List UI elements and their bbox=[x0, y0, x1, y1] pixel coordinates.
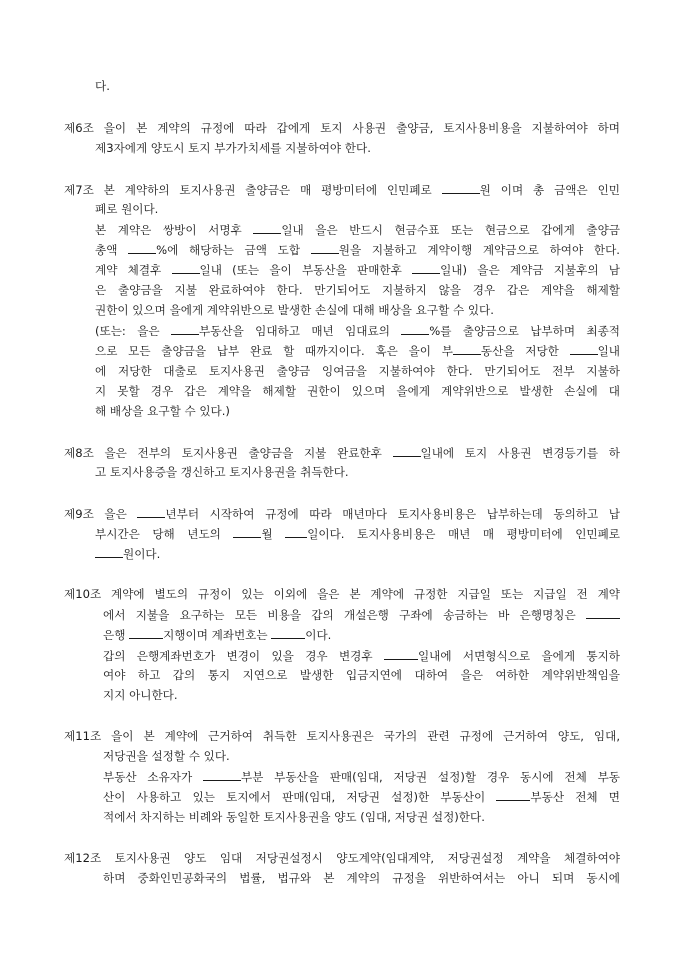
blank-field bbox=[412, 262, 440, 274]
blank-field bbox=[384, 648, 418, 660]
article-12-line-2: 하며 중화인민공화국의 법률, 법규와 본 계약의 규정을 위반하여서는 아니 되며 동시에 bbox=[103, 871, 620, 885]
article-7-line-5: 계약 체결후 일내 (또는 을이 부동산을 판매한후 일내) 을은 계약금 지불후의 남 bbox=[95, 263, 620, 277]
blank-field bbox=[137, 506, 165, 518]
article-8-line-1: 제8조 을은 전부의 토지사용권 출양금을 지불 완료한후 일내에 토지 사용권 변경등기를 하 bbox=[64, 446, 620, 460]
blank-field bbox=[586, 607, 620, 619]
blank-field bbox=[570, 343, 598, 355]
blank-field bbox=[129, 627, 163, 639]
article-9-line-3: 원이다. bbox=[95, 546, 160, 561]
blank-field bbox=[401, 323, 429, 335]
article-7-line-10: 에 저당한 대출로 토지사용권 출양금 잉여금을 지불하여야 한다. 만기되어도 전부 지불하 bbox=[95, 364, 620, 378]
blank-field bbox=[171, 323, 199, 335]
text-line: 다. bbox=[95, 79, 110, 93]
blank-field bbox=[442, 182, 480, 194]
article-11-line-3: 부동산 소유자가 부분 부동산을 판매(임대, 저당권 설정)할 경우 동시에 전체 부동 bbox=[103, 770, 620, 784]
article-10-line-2: 에서 지불을 요구하는 모든 비용을 갑의 개설은행 구좌에 송금하는 바 은행명칭은 bbox=[103, 607, 620, 622]
article-7-line-1: 제7조 본 계약하의 토지사용권 출양금은 매 평방미터에 인민폐로 원 이며 총 금액은 인민 bbox=[64, 183, 620, 197]
article-11-line-5: 적에서 차지하는 비례와 동일한 토지사용권을 양도 (임대, 저당권 설정)한다. bbox=[103, 810, 485, 824]
article-9-line-1: 제9조 을은 년부터 시작하여 규정에 따라 매년마다 토지사용비용은 납부하는데 동의하고 납 bbox=[64, 507, 620, 521]
blank-field bbox=[453, 343, 481, 355]
article-7-line-7: 권한이 있으며 을에게 계약위반으로 발생한 손실에 대해 배상을 요구할 수 있다. bbox=[95, 303, 494, 317]
article-7-line-8: (또는: 을은 부동산을 임대하고 매년 임대료의 %를 출양금으로 납부하며 최종적 bbox=[95, 324, 620, 338]
blank-field bbox=[172, 262, 200, 274]
article-7-line-6: 은 출양금을 지불 완료하여야 한다. 만기되어도 지불하지 않을 경우 갑은 계약을 해제할 bbox=[95, 283, 620, 297]
article-10-line-4: 갑의 은행계좌번호가 변경이 있을 경우 변경후 일내에 서면형식으로 을에게 통지하 bbox=[103, 649, 620, 663]
blank-field bbox=[253, 222, 281, 234]
blank-field bbox=[128, 242, 156, 254]
article-11-line-4: 산이 사용하고 있는 토지에서 판매(임대, 저당권 설정)한 부동산이 부동산 전체 면 bbox=[103, 790, 620, 804]
blank-field bbox=[271, 627, 305, 639]
blank-field bbox=[95, 546, 123, 558]
article-10-line-1: 제10조 계약에 별도의 규정이 있는 이외에 을은 본 계약에 규정한 지급일 또는 지급일 전 계약 bbox=[64, 587, 620, 601]
blank-field bbox=[233, 526, 261, 538]
article-7-line-9: 으로 모든 출양금을 납부 완료 할 때까지이다. 혹은 을이 부 동산을 저당한 일내 bbox=[95, 344, 620, 358]
article-8-line-2: 고 토지사용증을 갱신하고 토지사용권을 취득한다. bbox=[95, 465, 349, 479]
blank-field bbox=[203, 769, 241, 781]
blank-field bbox=[393, 445, 421, 457]
blank-field bbox=[496, 789, 530, 801]
article-9-line-2: 부시간은 당해 년도의 월 일이다. 토지사용비용은 매년 매 평방미터에 인민폐로 bbox=[95, 527, 620, 541]
article-7-line-3: 본 계약은 쌍방이 서명후 일내 을은 반드시 현금수표 또는 현금으로 갑에게 출양금 bbox=[95, 223, 620, 237]
blank-field bbox=[311, 242, 339, 254]
article-7-line-2: 폐로 원이다. bbox=[95, 202, 159, 216]
blank-field bbox=[285, 526, 307, 538]
article-7-line-12: 해 배상을 요구할 수 있다.) bbox=[95, 404, 230, 418]
article-10-line-6: 지지 아니한다. bbox=[103, 688, 178, 702]
article-7-line-11: 지 못할 경우 갑은 계약을 해제할 권한이 있으며 을에게 계약위반으로 발생한 손실에 대 bbox=[95, 384, 620, 398]
article-10-line-3: 은행 지행이며 계좌번호는 이다. bbox=[103, 628, 332, 642]
article-11-line-1: 제11조 을이 본 계약에 근거하여 취득한 토지사용권은 국가의 관련 규정에 근거하여 양도, 임대, bbox=[64, 729, 620, 743]
article-7-line-4: 총액 %에 해당하는 금액 도합 원을 지불하고 계약이행 계약금으로 하여야 한다. bbox=[95, 243, 620, 257]
article-10-line-5: 여야 하고 갑의 통지 지연으로 발생한 입금지연에 대하여 을은 여하한 계약위반책임을 bbox=[103, 668, 620, 682]
article-12-line-1: 제12조 토지사용권 양도 임대 저당권설정시 양도계약(임대계약, 저당권설정 계약을 체결하여야 bbox=[64, 851, 620, 865]
article-11-line-2: 저당권을 설정할 수 있다. bbox=[103, 749, 230, 763]
article-6-line-2: 제3자에게 양도시 토지 부가가치세를 지불하여야 한다. bbox=[95, 141, 371, 155]
article-6-line-1: 제6조 을이 본 계약의 규정에 따라 갑에게 토지 사용권 출양금, 토지사용비용을 지불하여야 하며 bbox=[64, 121, 620, 135]
